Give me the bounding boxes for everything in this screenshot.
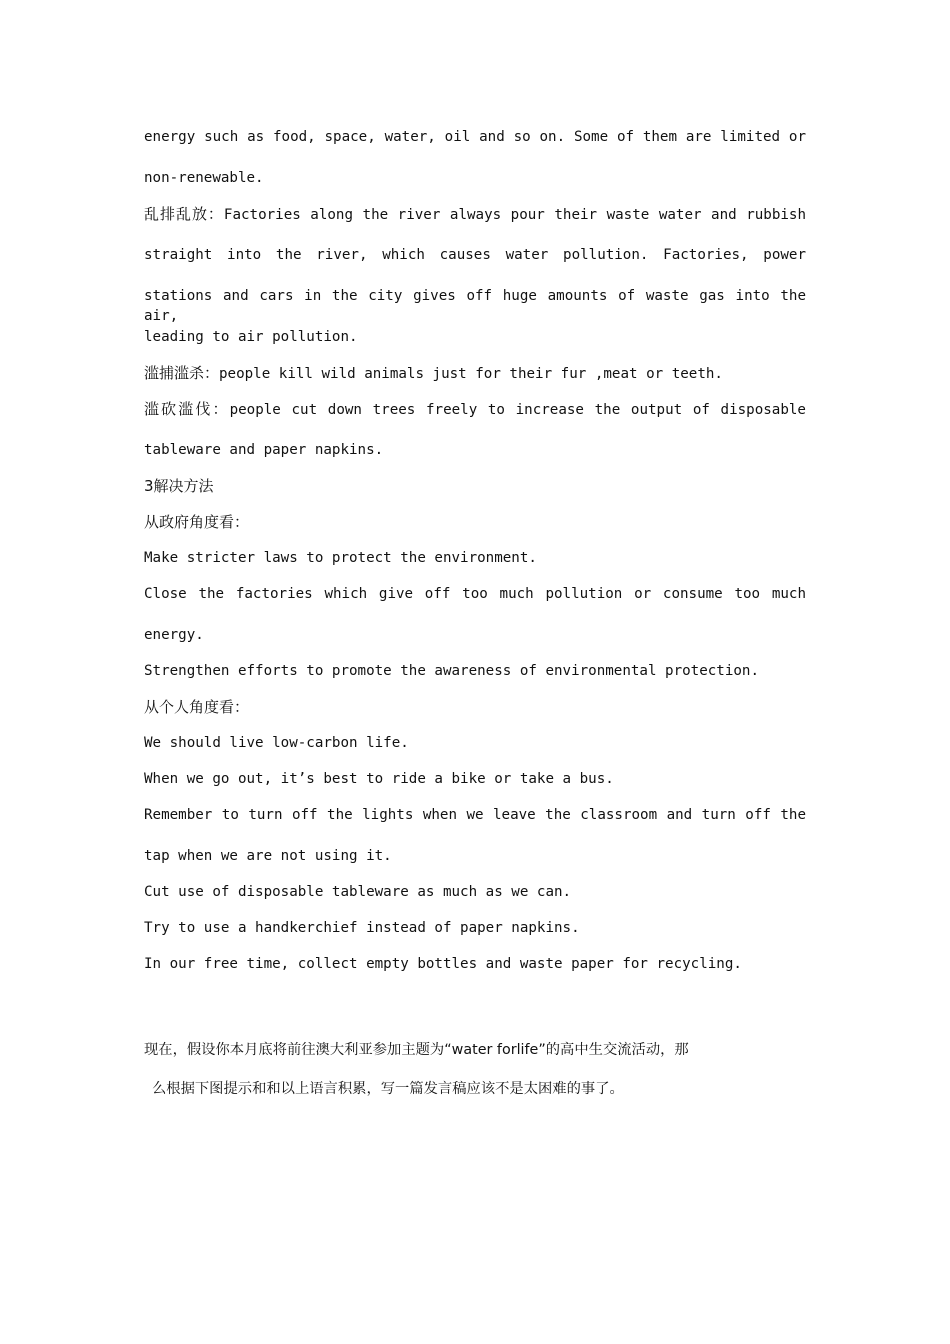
logging-text-1: people cut down trees freely to increase the output of disposable (229, 402, 806, 418)
dumping-text-1: Factories along the river always pour their waste water and rubbish (223, 207, 806, 223)
personal-item-3-line-2: tap when we are not using it. (144, 848, 392, 864)
logging-line-2: tableware and paper napkins. (144, 442, 384, 458)
dumping-line-4: leading to air pollution. (144, 329, 358, 345)
dumping-line-3: stations and cars in the city gives off huge amounts of waste gas into the air, (144, 288, 806, 324)
personal-heading: 从个人角度看： (144, 698, 250, 716)
government-item-1: Make stricter laws to protect the environment. (144, 550, 537, 566)
hunting-paragraph (144, 363, 723, 384)
government-item-2-line-2: energy. (144, 627, 204, 643)
personal-item-1: We should live low-carbon life. (144, 735, 409, 751)
logging-paragraph-line-1 (144, 399, 806, 420)
personal-item-6: In our free time, collect empty bottles and waste paper for recycling. (144, 956, 742, 972)
closing-line-1: 现在，假设你本月底将前往澳大利亚参加主题为“water forlife”的高中生交流活动，那 (144, 1042, 689, 1058)
government-item-3: Strengthen efforts to promote the awareness of environmental protection. (144, 663, 759, 679)
personal-item-3-line-1: Remember to turn off the lights when we leave the classroom and turn off the (144, 807, 806, 823)
hunting-text: people kill wild animals just for their fur ,meat or teeth. (219, 366, 723, 382)
logging-label: 滥砍滥伐： (144, 400, 230, 418)
government-heading: 从政府角度看： (144, 513, 250, 531)
hunting-label: 滥捕滥杀： (144, 364, 220, 382)
dumping-label: 乱排乱放： (144, 205, 224, 223)
dumping-line-2: straight into the river, which causes water pollution. Factories, power (144, 247, 806, 263)
solutions-heading: 3解决方法 (144, 477, 214, 495)
personal-item-4: Cut use of disposable tableware as much as we can. (144, 884, 572, 900)
energy-line-2: non-renewable. (144, 170, 264, 186)
personal-item-2: When we go out, it’s best to ride a bike or take a bus. (144, 771, 614, 787)
dumping-paragraph-line-1 (144, 204, 806, 225)
energy-line-1: energy such as food, space, water, oil and so on. Some of them are limited or (144, 129, 806, 145)
government-item-2-line-1: Close the factories which give off too much pollution or consume too much (144, 586, 806, 602)
closing-line-2: 么根据下图提示和和以上语言积累，写一篇发言稿应该不是太困难的事了。 (152, 1081, 624, 1097)
personal-item-5: Try to use a handkerchief instead of paper napkins. (144, 920, 580, 936)
